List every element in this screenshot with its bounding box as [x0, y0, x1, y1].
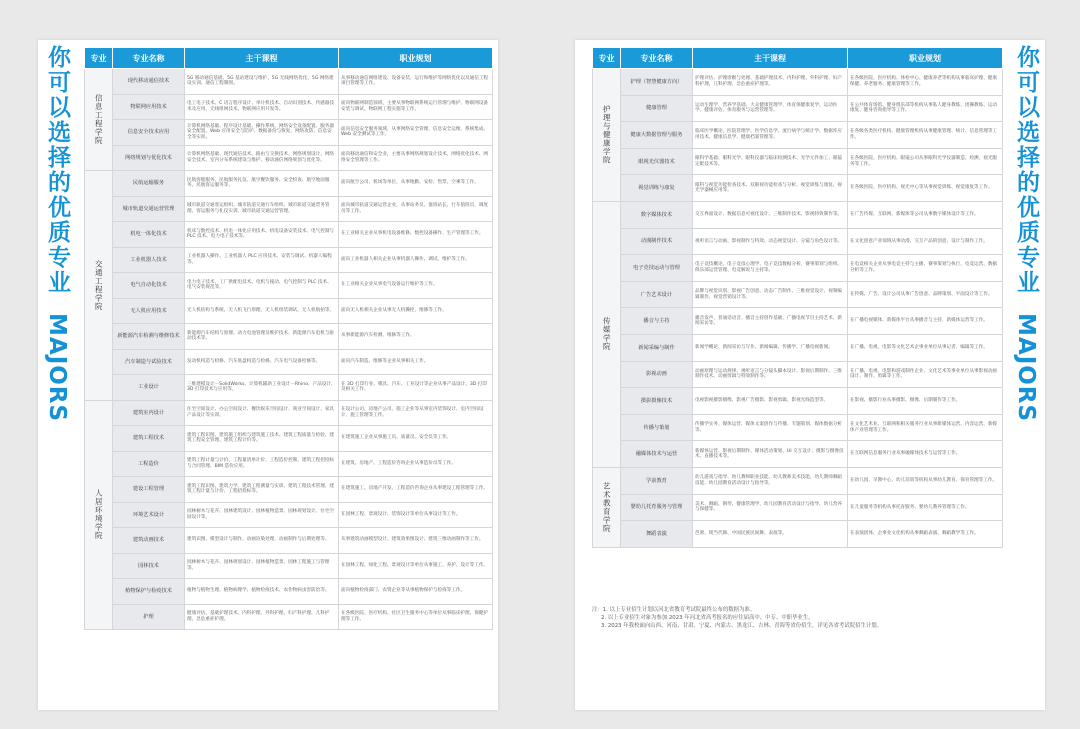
career-plan: 从事建筑动画模型设计、建筑效果图设计、建筑三维动画制作等工作。	[339, 528, 493, 554]
career-plan: 在建筑施工、房地产开发、工程造价咨询企业从事建设工程管理等工作。	[339, 477, 493, 503]
main-courses: 播音发声、普通话语音、播音主持创作基础、广播电视节目主持艺术、新闻采访等。	[693, 308, 848, 335]
table-row	[85, 145, 493, 171]
footnote: 2. 以上专业招生对象为参加 2023 年河北省高考报名的应往届高中、中专、中职毕业生。	[601, 615, 814, 621]
main-courses: 电子竞技概论、电子竞技心理学、电子竞技数据分析、赛事策划与组织、俱乐部运营管理、电竞解说与主持等。	[693, 255, 848, 282]
major-name: 新闻采编与制作	[621, 334, 693, 361]
major-name: 建筑动画技术	[113, 528, 185, 554]
major-name: 汽车制造与试验技术	[113, 349, 185, 375]
career-plan: 在电竞相关企业从事电竞主持与主播、赛事策划与执行、电竞运营、数据分析等工作。	[848, 255, 1003, 282]
table-row	[85, 528, 493, 554]
career-plan: 在传媒、广告、设计公司从事广告创意、品牌策划、平面设计等工作。	[848, 281, 1003, 308]
college-name: 传媒学院	[593, 201, 621, 467]
major-name: 工程造价	[113, 451, 185, 477]
right-page	[575, 40, 1045, 710]
main-courses: 幼儿游戏与指导、幼儿教师职业技能、幼儿教师美术技能、幼儿教师舞蹈技能、幼儿园教育活动设计与指导等。	[693, 467, 848, 494]
main-courses: 健康评估、基础护理技术、内科护理、外科护理、妇产科护理、儿科护理、急危重症护理。	[185, 604, 339, 630]
career-plan: 在文化艺术业、互联网和相关服务行业从事新媒体运营、内容运营、新媒体产业管理等工作。	[848, 414, 1003, 441]
majors-table-right	[592, 47, 1003, 548]
table-row	[85, 69, 493, 95]
footnote: 3. 2023 年我校面向山西、河南、甘肃、宁夏、内蒙古、黑龙江、吉林、青海等省份招生，详见各省考试院招生计划。	[601, 623, 883, 629]
table-row	[593, 69, 1003, 96]
main-courses: 芭蕾、现当代舞、中国民族民间舞、表演等。	[693, 521, 848, 548]
college-name: 人居环境学院	[85, 400, 113, 630]
table-row	[85, 477, 493, 503]
table-row	[85, 120, 493, 146]
table-row	[85, 553, 493, 579]
main-courses: 新媒体运营、影视后期制作、媒体活动策划、UI 交互设计、摄影与摄像技术、直播技术等。	[693, 441, 848, 468]
table-row	[85, 400, 493, 426]
career-plan: 在广播、电视、电影等文化艺术企事业单位从事记者、编辑等工作。	[848, 334, 1003, 361]
career-plan: 在公共体育场馆、健身俱乐部等机构从事私人健身教练、团操教练、运动康复、健身咨询指导等工作。	[848, 95, 1003, 122]
header-college: 专业	[593, 48, 621, 69]
main-courses: 工业机器人操作、工业机器人 PLC 应用技术、安装与调试、机器人编程等。	[185, 247, 339, 273]
major-name: 植物保护与检疫技术	[113, 579, 185, 605]
main-courses: 品牌与视觉识别、影视广告创意、动态广告制作、三维视觉设计、视频编辑制作、视觉营销设计等。	[693, 281, 848, 308]
table-row	[593, 308, 1003, 335]
main-courses: 电工电子技术、C 语言程序设计、单片机技术、自动识别技术、传感器技术及应用、无线组网技术、物联网应用开发等。	[185, 94, 339, 120]
footnote: 注：1. 以上专业招生计划以河北省教育考试院最终公布的数据为准。	[592, 607, 756, 613]
career-plan: 面向信息安全服务领域，从事网络安全管理、信息安全运维、系统集成、Web 安全测试等工作。	[339, 120, 493, 146]
major-name: 电气自动化技术	[113, 273, 185, 299]
career-plan: 面向汽车制造、维修等企业从事相关工作。	[339, 349, 493, 375]
major-name: 环境艺术设计	[113, 502, 185, 528]
major-name: 婴幼儿托育服务与管理	[621, 494, 693, 521]
main-courses: 电视影视摄影摄像、影视广告摄影、影视剪辑、影视光线造型等。	[693, 388, 848, 415]
table-row	[593, 388, 1003, 415]
career-plan: 面向航空公司、机场等单位，从事地勤、安检、售票、空乘等工作。	[339, 171, 493, 197]
main-courses: 住宅空间设计、办公空间设计、餐饮娱乐空间设计、商业空间设计、家具产品设计等实训。	[185, 400, 339, 426]
major-name: 建筑工程技术	[113, 426, 185, 452]
career-plan: 在幼儿园、早教中心、幼儿培训等机构从事幼儿教育、保育管理等工作。	[848, 467, 1003, 494]
title-english: MAJORS	[1013, 312, 1039, 422]
main-courses: 视听语言与动画、影视制作与特效、动态视觉设计、分镜与角色设计等。	[693, 228, 848, 255]
title-english: MAJORS	[44, 312, 70, 422]
main-courses: 无人机结构与系统、无人机飞行原理、无人机组装调试、无人机航拍等。	[185, 298, 339, 324]
vertical-title	[44, 45, 70, 422]
main-courses: 民航客舱服务、民航服务礼仪、航空餐饮服务、安全检查、航空地面服务、民航客运服务等。	[185, 171, 339, 197]
major-name: 视觉训练与康复	[621, 175, 693, 202]
career-plan: 在建筑、房地产、工程造价咨询企业从事造价员等工作。	[339, 451, 493, 477]
table-row	[593, 201, 1003, 228]
vertical-title	[1013, 45, 1039, 422]
table-row	[593, 494, 1003, 521]
main-courses: 传播学实务、媒体运营、媒体文案创作与传播、专题策划、媒体数据分析等。	[693, 414, 848, 441]
major-name: 物联网应用技术	[113, 94, 185, 120]
major-name: 工业机器人技术	[113, 247, 185, 273]
career-plan: 在工业相关企业从事电气设备运行维护等工作。	[339, 273, 493, 299]
college-name: 护理与健康学院	[593, 69, 621, 202]
career-plan: 面向植物检疫部门、农资企业等从事植物保护与检疫等工作。	[339, 579, 493, 605]
main-courses: 城市轨道交通客运组织、城市轨道交通行车组织、城市轨道交通票务管理、客运服务与礼仪实训、城市轨道交通运营管理。	[185, 196, 339, 222]
main-courses: 园林树木与花卉、园林建筑设计、园林植物造景、园林规划设计、住宅空间设计等。	[185, 502, 339, 528]
table-row	[85, 579, 493, 605]
major-name: 护理	[113, 604, 185, 630]
major-name: 眼视光仪器技术	[621, 148, 693, 175]
header-major: 专业名称	[621, 48, 693, 69]
table-row	[593, 122, 1003, 149]
table-row	[593, 228, 1003, 255]
major-name: 护理（智慧健康方向）	[621, 69, 693, 96]
career-plan: 面向物联网制造领域，主要从事物联网系统运行管理与维护、物联网设备安装与调试、物联网工程实施等工作。	[339, 94, 493, 120]
career-plan: 面向无人机相关企业从事无人机操控、维修等工作。	[339, 298, 493, 324]
career-plan: 在广告传媒、互联网、新媒体等公司从事数字媒体设计等工作。	[848, 201, 1003, 228]
table-row	[85, 502, 493, 528]
main-courses: 三维建模设计－SolidWorks、计算机辅助工业设计－Rhino、产品设计、3D 打印技术与应用等。	[185, 375, 339, 401]
major-name: 学前教育	[621, 467, 693, 494]
main-courses: 建筑工程识图、建筑施工组织与建筑施工技术、建筑工程质量与检验、建筑工程安全管理、建筑工程计价等。	[185, 426, 339, 452]
career-plan: 在各级医院、医疗机构、体检中心、健康养老等机构从事临床护理、健康保健、养老服务、健康管理等工作。	[848, 69, 1003, 96]
table-row	[85, 324, 493, 350]
career-plan: 在园林工程、绿化工程、景观设计等单位从事施工、养护、设计等工作。	[339, 553, 493, 579]
main-courses: 园林树木与花卉、园林规划设计、园林植物造景、园林工程施工与管理等。	[185, 553, 339, 579]
header-courses: 主干课程	[693, 48, 848, 69]
table-row	[85, 604, 493, 630]
major-name: 传播与策划	[621, 414, 693, 441]
table-row	[85, 426, 493, 452]
header-courses: 主干课程	[185, 48, 339, 69]
table-row	[593, 414, 1003, 441]
header-career: 职业规划	[848, 48, 1003, 69]
career-plan: 在工业相关企业从事机电设备维修、数控设备操作、生产管理等工作。	[339, 222, 493, 248]
career-plan: 在 3D 打印行业、模具、汽车、工业设计等企业从事产品设计、3D 打印及相关工作。	[339, 375, 493, 401]
main-courses: 计算机网络基础、程序设计基础、操作系统、网络安全设备配置、服务器安全配置、Web 应用安全与防护、数据备份与恢复、网络攻防、信息安全等实训。	[185, 120, 339, 146]
career-plan: 在设计公司、房地产公司、施工企业等从事室内装饰设计、室内空间设计、施工管理等工作。	[339, 400, 493, 426]
footnotes	[592, 606, 1012, 630]
table-row	[593, 95, 1003, 122]
main-courses: 新闻学概论、新闻采访与写作、新闻编辑、传播学、广播电视新闻。	[693, 334, 848, 361]
major-name: 健康管理	[621, 95, 693, 122]
major-name: 舞蹈表演	[621, 521, 693, 548]
main-courses: 交互界面设计、数据信息可视化设计、三维制作技术、影视特效制作等。	[693, 201, 848, 228]
main-courses: 护理评估、护理诊断与处理、基础护理技术、内科护理、外科护理、妇产科护理、儿科护理、急危重症护理等。	[693, 69, 848, 96]
table-row	[593, 467, 1003, 494]
table-row	[593, 361, 1003, 388]
career-plan: 面向城市轨道交通运营企业，从事站务员、值班站长、行车值班员、调度员等工作。	[339, 196, 493, 222]
title-chinese: 你可以选择的优质专业	[44, 45, 70, 295]
career-plan: 在各级医院、医疗机构、眼镜公司从事眼科光学仪器制造、检测、视光服务等工作。	[848, 148, 1003, 175]
college-name: 交通工程学院	[85, 171, 113, 401]
table-row	[85, 349, 493, 375]
table-header	[593, 48, 1003, 69]
career-plan: 在广播电视媒体、新媒体平台从事播音与主持、新媒体运营等工作。	[848, 308, 1003, 335]
career-plan: 在各级医院、医疗机构、社区卫生服务中心等单位从事临床护理、保健护理等工作。	[339, 604, 493, 630]
career-plan: 在表演团体、企事业文化机构从事舞蹈表演、舞蹈教学等工作。	[848, 521, 1003, 548]
main-courses: 新能源汽车结构与原理、动力电池管理及维护技术、新能源汽车电机与驱动技术等。	[185, 324, 339, 350]
major-name: 园林技术	[113, 553, 185, 579]
header-college: 专业	[85, 48, 113, 69]
header-major: 专业名称	[113, 48, 185, 69]
major-name: 广告艺术设计	[621, 281, 693, 308]
table-header	[85, 48, 493, 69]
table-row	[85, 298, 493, 324]
major-name: 新能源汽车检测与维修技术	[113, 324, 185, 350]
major-name: 机电一体化技术	[113, 222, 185, 248]
major-name: 现代移动通信技术	[113, 69, 185, 95]
career-plan: 在各级医院、医疗机构、视光中心等从事视觉训练、视觉康复等工作。	[848, 175, 1003, 202]
major-name: 健康大数据管理与服务	[621, 122, 693, 149]
career-plan: 在儿童服务等机构从事托育服务、婴幼儿教养管理等工作。	[848, 494, 1003, 521]
table-row	[85, 375, 493, 401]
career-plan: 在建筑施工企业从事施工员、质量员、安全员等工作。	[339, 426, 493, 452]
college-name: 艺术教育学院	[593, 467, 621, 547]
main-courses: 5G 移动通信基础、5G 基站建设与维护、5G 无线网络优化、5G 网络建设实训、通信工程制图。	[185, 69, 339, 95]
table-row	[593, 281, 1003, 308]
main-courses: 动画原理与运动规律、视听语言与分镜头脚本设计、影视后期制作、三维制作技术、动画剪辑与特效制作等。	[693, 361, 848, 388]
table-row	[85, 247, 493, 273]
major-name: 电子竞技运动与管理	[621, 255, 693, 282]
major-name: 数字媒体技术	[621, 201, 693, 228]
left-page	[38, 40, 498, 710]
major-name: 工业设计	[113, 375, 185, 401]
main-courses: 机床与数控技术、机电一体化应用技术、机电设备安装技术、电气控制与 PLC 技术、电力电子技术等。	[185, 222, 339, 248]
career-plan: 在各级各类医疗机构、健康管理机构从事健康管理、统计、信息管理等工作。	[848, 122, 1003, 149]
career-plan: 从事新能源汽车检测、维修等工作。	[339, 324, 493, 350]
main-courses: 建筑识图、模型设计与制作、动画渲染处理、动画制作与后期处理等。	[185, 528, 339, 554]
major-name: 建筑室内设计	[113, 400, 185, 426]
major-name: 无人机应用技术	[113, 298, 185, 324]
main-courses: 眼科学基础、眼科光学、眼科仪器与临床检测技术、光学元件加工、眼镜定配技术等。	[693, 148, 848, 175]
main-courses: 建筑工程计量与计价、工程量清单计价、工程造价控制、建筑工程招投标与合同管理、BIM 造价应用。	[185, 451, 339, 477]
table-row	[85, 222, 493, 248]
table-row	[593, 255, 1003, 282]
table-row	[593, 334, 1003, 361]
career-plan: 在广播、电视、电影和游戏制作企业、文化艺术等事业单位从事影视动画设计、制作、剪辑等工作。	[848, 361, 1003, 388]
table-row	[85, 273, 493, 299]
major-name: 民航运输服务	[113, 171, 185, 197]
career-plan: 在互联网信息服务行业从事融媒体技术与运营等工作。	[848, 441, 1003, 468]
main-courses: 计算机网络基础、现代通信技术、路由与交换技术、网络规划设计、网络安全技术、室内分布系统建设与维护、移动通信网络规划与优化等。	[185, 145, 339, 171]
major-name: 摄影摄像技术	[621, 388, 693, 415]
title-chinese: 你可以选择的优质专业	[1013, 45, 1039, 295]
career-plan: 在园林工程、景观设计、装饰设计等单位从事设计等工作。	[339, 502, 493, 528]
table-body	[85, 69, 493, 630]
table-row	[85, 94, 493, 120]
college-name: 信息工程学院	[85, 69, 113, 171]
career-plan: 面向工业机器人相关企业从事机器人操作、调试、维护等工作。	[339, 247, 493, 273]
career-plan: 从事移动通信网络建设、设备安装、运行和维护等网络优化以及通信工程项目管理等工作。	[339, 69, 493, 95]
table-row	[593, 521, 1003, 548]
main-courses: 电力电子技术、工厂供配电技术、电机与拖动、电气控制与 PLC 技术、电气安装规范等。	[185, 273, 339, 299]
table-row	[593, 175, 1003, 202]
major-name: 信息安全技术应用	[113, 120, 185, 146]
header-career: 职业规划	[339, 48, 493, 69]
major-name: 影视动画	[621, 361, 693, 388]
main-courses: 临床医学概论、医院管理学、医学信息学、流行病学与统计学、数据库应用技术、健康信息学、健康档案管理等。	[693, 122, 848, 149]
main-courses: 眼科与视觉功能检查技术、双眼视功能检查与分析、视觉训练与康复、视光学器械应用等。	[693, 175, 848, 202]
main-courses: 发动机构造与检修、汽车底盘构造与检修、汽车电气设备检修等。	[185, 349, 339, 375]
table-row	[85, 171, 493, 197]
table-row	[85, 451, 493, 477]
majors-table-left	[84, 47, 493, 630]
career-plan: 面向移动通信和安全业，主要从事网络规划设计技术、网络优化技术、网络安全管理等工作。	[339, 145, 493, 171]
major-name: 融媒体技术与运营	[621, 441, 693, 468]
main-courses: 美术、舞蹈、钢琴、健康管理学、幼儿园教育活动设计与指导、幼儿营养与保健等。	[693, 494, 848, 521]
table-row	[593, 148, 1003, 175]
main-courses: 植物与植物生理、植物病理学、植物检疫技术、农作物病虫害防治等。	[185, 579, 339, 605]
major-name: 城市轨道交通运营管理	[113, 196, 185, 222]
career-plan: 在文化创意产业领域从事动漫、交互产品的创意、设计与制作工作。	[848, 228, 1003, 255]
table-body	[593, 69, 1003, 548]
career-plan: 在影视、摄影行业从事摄影、摄像、后期制作等工作。	[848, 388, 1003, 415]
main-courses: 建筑工程识图、建筑力学、建筑工程测量与实训、建筑工程技术管理、建筑工程计量与计价、工程招投标等。	[185, 477, 339, 503]
major-name: 播音与主持	[621, 308, 693, 335]
table-row	[593, 441, 1003, 468]
major-name: 网络规划与优化技术	[113, 145, 185, 171]
main-courses: 运动生理学、营养学基础、大众健康管理学、体育保健康复学、运动医学、健康评估、体育服务与运营管理等。	[693, 95, 848, 122]
table-row	[85, 196, 493, 222]
major-name: 建设工程管理	[113, 477, 185, 503]
major-name: 动漫制作技术	[621, 228, 693, 255]
